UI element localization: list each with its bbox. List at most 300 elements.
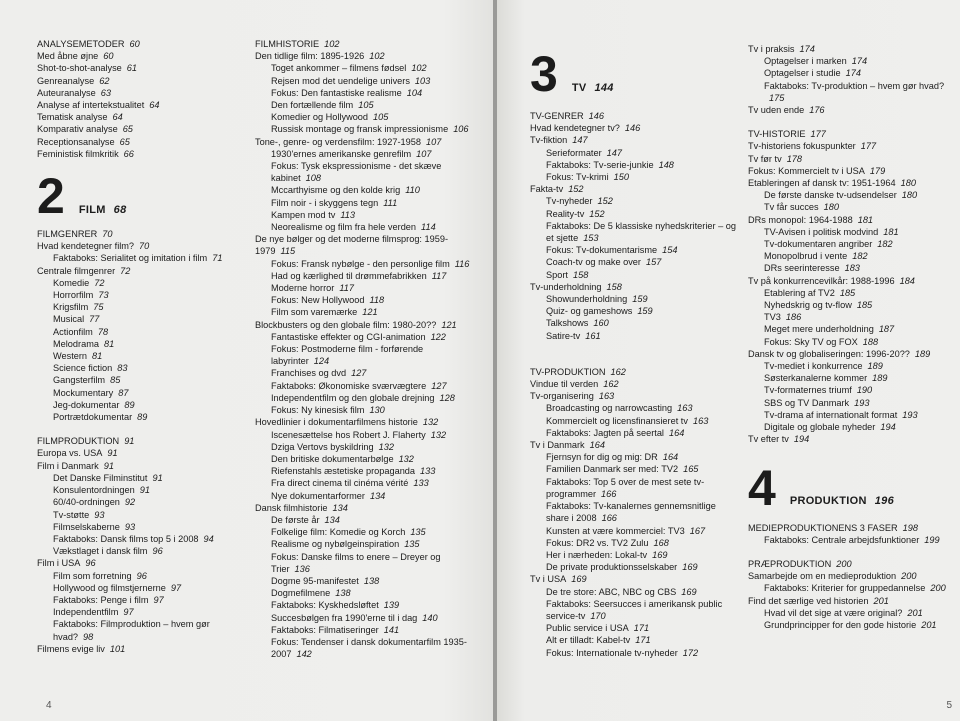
- chapter-heading-2: [37, 168, 237, 225]
- toc-entry: [37, 350, 237, 362]
- toc-entry-page: 138: [363, 575, 380, 586]
- toc-entry: [530, 159, 740, 171]
- toc-entry-page: 64: [112, 112, 123, 123]
- toc-entry: [748, 250, 948, 262]
- toc-entry-page: 127: [351, 368, 367, 379]
- toc-entry: [530, 366, 740, 378]
- toc-entry-page: 169: [681, 586, 697, 597]
- toc-entry-title: Dogmefilmene: [271, 588, 331, 599]
- toc-entry: [255, 111, 470, 123]
- toc-entry: [530, 634, 740, 646]
- toc-entry: [748, 607, 948, 619]
- toc-entry-page: 158: [606, 281, 622, 292]
- toc-entry: [37, 228, 237, 240]
- chapter-number: 4: [748, 459, 776, 516]
- toc-entry-page: 163: [692, 415, 709, 426]
- toc-entry-title: Realisme og nybølgeinspiration: [271, 539, 400, 550]
- toc-entry-title: Meget mere underholdning: [764, 324, 874, 335]
- toc-entry-page: 87: [118, 387, 129, 398]
- toc-entry: [748, 384, 948, 396]
- spacer: [530, 342, 740, 354]
- toc-entry: [37, 533, 237, 545]
- toc-entry-page: 181: [883, 226, 899, 237]
- toc-entry-title: Kunsten at være kommerciel: TV3: [546, 525, 685, 536]
- toc-entry-page: 132: [378, 441, 394, 452]
- toc-entry: [530, 378, 740, 390]
- toc-entry: [255, 343, 470, 367]
- toc-entry-title: Komedie: [53, 277, 90, 288]
- toc-entry-page: 72: [94, 277, 105, 288]
- toc-entry: [748, 214, 948, 226]
- toc-entry-title: Filmselskaberne: [53, 521, 120, 532]
- toc-entry-title: Mccarthyisme og den kolde krig: [271, 185, 401, 196]
- toc-entry-title: Familien Danmark ser med: TV2: [546, 464, 679, 475]
- toc-entry-title: Film som forretning: [53, 570, 132, 581]
- toc-entry-page: 97: [170, 582, 182, 593]
- toc-entry-page: 158: [572, 269, 589, 280]
- toc-entry-title: Den fortællende film: [271, 100, 354, 111]
- toc-entry-page: 140: [422, 612, 438, 623]
- toc-entry: [37, 301, 237, 313]
- toc-entry-page: 194: [880, 422, 896, 433]
- toc-entry-title: Genreanalyse: [37, 75, 95, 86]
- toc-entry-page: 135: [410, 527, 426, 538]
- spacer: [530, 354, 740, 366]
- toc-entry: [37, 582, 237, 594]
- toc-entry-page: 72: [120, 265, 131, 276]
- toc-entry-title: Faktaboks: Tv-kanalernes gennemsnitlige share i 2008: [546, 501, 716, 524]
- toc-entry-title: Faktaboks: Seersucces i amerikansk public service-tv: [546, 598, 723, 621]
- chapter-title-text: FILM: [78, 203, 106, 216]
- toc-entry-page: 96: [85, 558, 96, 569]
- toc-entry-page: 164: [662, 452, 679, 463]
- toc-entry-page: 200: [930, 583, 946, 594]
- toc-entry: [255, 221, 470, 233]
- toc-entry: [748, 299, 948, 311]
- toc-entry-title: Med åbne øjne: [37, 51, 99, 62]
- chapter-page: 144: [594, 81, 614, 94]
- toc-entry: [37, 123, 237, 135]
- toc-entry: [255, 123, 470, 135]
- toc-entry-page: 98: [83, 631, 94, 642]
- toc-entry-page: 62: [99, 75, 110, 86]
- toc-entry-page: 92: [124, 497, 136, 508]
- toc-entry-title: Western: [53, 351, 88, 362]
- toc-entry: [255, 87, 470, 99]
- toc-entry-page: 189: [872, 373, 888, 384]
- toc-entry-title: Filmens evige liv: [37, 643, 105, 654]
- toc-entry-page: 114: [421, 222, 436, 233]
- toc-entry-title: Dansk tv og globaliseringen: 1996-20??: [748, 348, 910, 359]
- toc-entry-title: Showunderholdning: [546, 294, 628, 305]
- chapter-page: 68: [113, 203, 127, 216]
- toc-entry-title: Fokus: Internationale tv-nyheder: [546, 647, 678, 658]
- toc-entry: [37, 496, 237, 508]
- chapter-title: [790, 495, 894, 507]
- toc-entry-page: 83: [117, 363, 128, 374]
- toc-entry-page: 188: [862, 336, 879, 347]
- toc-entry: [748, 336, 948, 348]
- toc-entry-page: 111: [383, 197, 398, 208]
- toc-entry-title: De første danske tv-udsendelser: [764, 190, 897, 201]
- right-col-1: [530, 46, 740, 659]
- toc-entry-title: Coach-tv og make over: [546, 257, 641, 268]
- toc-entry: [255, 612, 470, 624]
- toc-entry-page: 199: [924, 534, 940, 545]
- toc-entry-page: 61: [126, 63, 138, 74]
- toc-entry-title: Film i Danmark: [37, 460, 99, 471]
- toc-entry-page: 116: [454, 258, 470, 269]
- toc-entry-page: 169: [682, 562, 698, 573]
- spacer: [748, 116, 948, 128]
- toc-entry-page: 175: [769, 92, 785, 103]
- toc-entry-page: 163: [598, 391, 615, 402]
- toc-entry-page: 102: [369, 51, 385, 62]
- toc-entry: [255, 50, 470, 62]
- toc-entry-page: 178: [786, 153, 803, 164]
- toc-entry: [37, 87, 237, 99]
- toc-entry-title: DRs seerinteresse: [764, 263, 840, 274]
- toc-entry-page: 65: [119, 136, 130, 147]
- toc-entry-title: Fokus: Postmoderne film - forførende labyrinter: [271, 344, 424, 367]
- toc-entry-page: 200: [836, 558, 852, 569]
- toc-entry-page: 102: [411, 63, 427, 74]
- toc-entry: [748, 104, 948, 116]
- toc-entry-page: 97: [153, 594, 164, 605]
- toc-entry: [748, 140, 948, 152]
- toc-entry-page: 136: [294, 563, 310, 574]
- toc-entry-title: Fokus: Fransk nybølge - den personlige film: [271, 258, 450, 269]
- toc-entry-page: 139: [383, 600, 400, 611]
- toc-list: [748, 522, 948, 632]
- toc-entry-title: Portrætdokumentar: [53, 412, 133, 423]
- chapter-page: 196: [874, 495, 895, 508]
- toc-entry-title: Analyse af intertekstualitet: [37, 100, 145, 111]
- toc-entry-page: 193: [902, 409, 918, 420]
- toc-entry-page: 200: [901, 571, 917, 582]
- toc-entry-title: Riefenstahls æstetiske propaganda: [271, 466, 416, 477]
- toc-entry-page: 134: [369, 490, 386, 501]
- toc-entry: [255, 526, 470, 538]
- toc-entry-title: Tv i praksis: [748, 44, 795, 54]
- toc-entry: [37, 289, 237, 301]
- toc-entry-title: Tv-dokumentaren angriber: [764, 239, 873, 250]
- toc-entry: [748, 165, 948, 177]
- toc-entry: [37, 111, 237, 123]
- toc-entry: [255, 477, 470, 489]
- toc-entry-page: 169: [571, 574, 587, 585]
- toc-entry-title: Fokus: Sky TV og FOX: [764, 336, 858, 347]
- toc-entry-page: 128: [439, 392, 455, 403]
- toc-entry-title: Shot-to-shot-analyse: [37, 63, 122, 74]
- toc-entry: [748, 348, 948, 360]
- toc-entry-title: Tv før tv: [748, 153, 782, 164]
- toc-entry-title: Faktaboks: Kyskhedsløftet: [271, 600, 379, 611]
- toc-entry-page: 141: [383, 624, 400, 635]
- toc-entry: [37, 387, 237, 399]
- left-col-1: [37, 38, 237, 655]
- toc-entry-page: 162: [603, 379, 619, 390]
- toc-entry: [530, 415, 740, 427]
- toc-entry: [530, 390, 740, 402]
- toc-entry-page: 66: [123, 148, 134, 159]
- toc-entry-title: Fra direct cinema til cinéma vérité: [271, 478, 409, 489]
- toc-entry-title: TV3: [764, 312, 781, 323]
- toc-entry-page: 164: [589, 440, 605, 451]
- toc-entry-title: Her i nærheden: Lokal-tv: [546, 549, 648, 560]
- toc-entry: [255, 392, 470, 404]
- page-number: 5: [946, 700, 952, 711]
- toc-entry-title: Faktaboks: Jagten på seertal: [546, 427, 664, 438]
- toc-entry-page: 164: [668, 427, 685, 438]
- toc-entry-page: 201: [921, 619, 937, 630]
- toc-entry: [530, 244, 740, 256]
- toc-entry: [748, 201, 948, 213]
- toc-entry-title: Fokus: DR2 vs. TV2 Zulu: [546, 537, 649, 548]
- toc-entry: [530, 561, 740, 573]
- toc-entry-title: Komedier og Hollywood: [271, 112, 369, 123]
- toc-entry-page: 63: [100, 87, 111, 98]
- toc-entry-page: 75: [93, 302, 104, 313]
- toc-entry-page: 93: [94, 509, 105, 520]
- toc-entry-title: TV-GENRER: [530, 111, 584, 121]
- toc-entry-page: 70: [139, 241, 150, 252]
- toc-entry: [530, 330, 740, 342]
- toc-entry: [37, 472, 237, 484]
- toc-entry: [255, 538, 470, 550]
- toc-entry-title: Faktaboks: Filmatiseringer: [271, 624, 379, 635]
- toc-entry-title: Den tidlige film: 1895-1926: [255, 51, 365, 62]
- toc-entry-page: 89: [137, 412, 148, 423]
- toc-entry: [748, 275, 948, 287]
- toc-entry: [37, 399, 237, 411]
- toc-entry: [255, 233, 470, 257]
- toc-entry-title: Feministisk filmkritik: [37, 148, 119, 159]
- toc-entry: [748, 238, 948, 250]
- toc-entry-page: 170: [590, 610, 606, 621]
- toc-entry-page: 183: [844, 263, 860, 274]
- toc-entry-title: Tv-støtte: [53, 509, 90, 520]
- toc-entry-page: 185: [839, 287, 856, 298]
- toc-entry-title: Neorealisme og film fra hele verden: [271, 222, 417, 233]
- toc-entry: [530, 256, 740, 268]
- toc-entry: [255, 197, 470, 209]
- toc-entry: [530, 598, 740, 622]
- toc-entry-title: Fokus: New Hollywood: [271, 295, 365, 306]
- toc-entry-page: 93: [124, 521, 136, 532]
- toc-entry-page: 190: [856, 385, 873, 396]
- toc-entry-page: 97: [123, 607, 134, 618]
- toc-entry-title: Faktaboks: Økonomiske sværvægtere: [271, 380, 427, 391]
- toc-entry-title: Hvad kendetegner tv?: [530, 123, 620, 134]
- toc-entry-title: Tv efter tv: [748, 434, 789, 445]
- page-number: 4: [46, 700, 52, 711]
- toc-entry-title: DRs monopol: 1964-1988: [748, 214, 853, 225]
- toc-entry-page: 159: [632, 294, 648, 305]
- toc-entry: [530, 427, 740, 439]
- toc-entry-page: 134: [324, 514, 340, 525]
- toc-entry-title: Faktaboks: Serialitet og imitation i film: [53, 253, 208, 264]
- toc-entry: [255, 514, 470, 526]
- toc-entry-title: Fokus: Danske films to enere – Dreyer og Trier: [271, 551, 441, 574]
- toc-entry-page: 124: [313, 356, 330, 367]
- toc-entry-page: 117: [431, 270, 447, 281]
- chapter-heading-4: [748, 459, 948, 516]
- toc-entry-title: De private produktionsselskaber: [546, 562, 678, 573]
- toc-entry-page: 150: [613, 172, 629, 183]
- toc-entry-title: FILMHISTORIE: [255, 39, 320, 49]
- toc-entry-title: Reality-tv: [546, 208, 585, 219]
- toc-entry-title: Actionfilm: [53, 326, 93, 337]
- toc-entry: [255, 636, 470, 660]
- toc-entry-page: 184: [899, 275, 915, 286]
- toc-entry-page: 110: [405, 185, 420, 196]
- toc-entry: [37, 521, 237, 533]
- toc-entry: [748, 522, 948, 534]
- toc-entry-page: 107: [425, 136, 442, 147]
- right-col-2: [748, 43, 948, 631]
- toc-entry: [748, 360, 948, 372]
- toc-entry-title: TV-Avisen i politisk modvind: [764, 226, 879, 237]
- toc-entry: [748, 262, 948, 274]
- toc-entry: [748, 153, 948, 165]
- toc-entry-page: 132: [422, 417, 439, 428]
- toc-entry: [748, 128, 948, 140]
- toc-entry-title: Faktaboks: Top 5 over de mest sete tv-programmer: [546, 476, 705, 499]
- toc-entry-title: Etablering af TV2: [764, 287, 835, 298]
- toc-entry: [255, 99, 470, 111]
- toc-entry: [37, 362, 237, 374]
- toc-entry-title: Receptionsanalyse: [37, 136, 115, 147]
- toc-list: [748, 43, 948, 446]
- toc-entry-title: FILMPRODUKTION: [37, 436, 120, 447]
- toc-entry-page: 91: [124, 436, 135, 447]
- toc-entry: [255, 75, 470, 87]
- toc-entry-title: De nye bølger og det moderne filmsprog: 1959-1979: [255, 234, 449, 257]
- toc-entry-page: 180: [823, 202, 839, 213]
- toc-entry: [255, 38, 470, 50]
- toc-entry-page: 176: [809, 105, 825, 116]
- toc-entry-page: 193: [854, 397, 870, 408]
- toc-entry-title: Russisk montage og fransk impressionisme: [271, 124, 449, 135]
- toc-entry-title: Fokus: Kommercielt tv i USA: [748, 165, 865, 176]
- toc-entry-page: 177: [810, 129, 826, 140]
- toc-entry-page: 194: [793, 434, 810, 445]
- toc-entry-title: Jeg-dokumentar: [53, 399, 120, 410]
- toc-entry-page: 138: [335, 588, 351, 599]
- toc-entry-title: Komparativ analyse: [37, 124, 118, 135]
- toc-entry: [255, 148, 470, 160]
- toc-entry-page: 135: [404, 539, 420, 550]
- toc-entry-title: Blockbusters og den globale film: 1980-20??: [255, 319, 437, 330]
- toc-entry: [255, 453, 470, 465]
- toc-entry-title: Film som varemærke: [271, 307, 358, 318]
- toc-entry-title: Iscenesættelse hos Robert J. Flaherty: [271, 429, 426, 440]
- toc-entry-page: 133: [420, 466, 436, 477]
- toc-entry: [37, 62, 237, 74]
- toc-entry-page: 91: [139, 485, 150, 496]
- toc-entry-title: Tv-fiktion: [530, 135, 568, 146]
- toc-entry: [255, 429, 470, 441]
- toc-entry-page: 122: [430, 331, 446, 342]
- toc-entry-page: 77: [89, 314, 100, 325]
- toc-entry: [37, 557, 237, 569]
- toc-entry: [37, 509, 237, 521]
- toc-entry: [530, 622, 740, 634]
- toc-entry: [748, 595, 948, 607]
- toc-entry-page: 60: [103, 51, 114, 62]
- toc-entry-page: 104: [406, 87, 423, 98]
- toc-entry: [37, 326, 237, 338]
- toc-entry-page: 101: [109, 643, 126, 654]
- toc-entry: [37, 411, 237, 423]
- toc-entry-page: 127: [431, 380, 447, 391]
- toc-entry: [530, 220, 740, 244]
- toc-entry-title: 60/40-ordningen: [53, 497, 120, 508]
- toc-entry-title: Det Danske Filminstitut: [53, 472, 148, 483]
- toc-entry-page: 174: [845, 68, 861, 79]
- toc-entry: [530, 183, 740, 195]
- toc-entry-title: Fakta-tv: [530, 184, 564, 195]
- toc-entry-page: 180: [901, 190, 918, 201]
- toc-entry-page: 133: [413, 478, 429, 489]
- toc-entry: [255, 490, 470, 502]
- toc-entry-title: Tv på konkurrencevilkår: 1988-1996: [748, 275, 895, 286]
- toc-list: [37, 38, 237, 160]
- toc-entry: [748, 226, 948, 238]
- spacer: [748, 546, 948, 558]
- toc-entry: [530, 195, 740, 207]
- toc-entry: [530, 500, 740, 524]
- toc-entry-page: 185: [856, 300, 873, 311]
- toc-entry-page: 108: [305, 173, 321, 184]
- toc-entry-title: Independentfilm og den globale drejning: [271, 392, 435, 403]
- toc-entry-title: Monopolbrud i vente: [764, 251, 848, 262]
- toc-entry-title: Rejsen mod det uendelige univers: [271, 75, 410, 86]
- toc-entry-title: Faktaboks: Dansk films top 5 i 2008: [53, 533, 199, 544]
- toc-entry-page: 147: [572, 135, 588, 146]
- toc-entry-page: 154: [662, 245, 678, 256]
- toc-entry: [37, 570, 237, 582]
- toc-entry-page: 102: [324, 39, 340, 49]
- toc-entry-title: Film i USA: [37, 558, 81, 569]
- toc-entry: [748, 287, 948, 299]
- toc-entry-page: 70: [102, 229, 113, 240]
- toc-entry-title: Hvad vil det sige at være original?: [764, 607, 903, 618]
- toc-entry-title: Tv-formaternes triumf: [764, 385, 852, 396]
- toc-entry: [37, 240, 237, 252]
- toc-entry-page: 130: [369, 405, 385, 416]
- toc-entry: [530, 537, 740, 549]
- toc-entry-page: 132: [430, 429, 447, 440]
- toc-entry: [255, 465, 470, 477]
- toc-entry-title: Public service i USA: [546, 623, 629, 634]
- toc-entry-page: 107: [416, 148, 432, 159]
- toc-entry: [37, 338, 237, 350]
- toc-entry: [37, 618, 237, 642]
- toc-entry-page: 162: [610, 366, 626, 377]
- toc-entry: [37, 460, 237, 472]
- toc-entry-page: 182: [877, 239, 893, 250]
- toc-entry: [530, 122, 740, 134]
- toc-entry: [530, 208, 740, 220]
- toc-entry: [530, 134, 740, 146]
- toc-list: [530, 110, 740, 659]
- toc-entry-title: 1930'ernes amerikanske genrefilm: [271, 148, 412, 159]
- toc-entry: [255, 294, 470, 306]
- toc-entry-title: Krigsfilm: [53, 302, 89, 313]
- toc-entry-page: 146: [624, 123, 641, 134]
